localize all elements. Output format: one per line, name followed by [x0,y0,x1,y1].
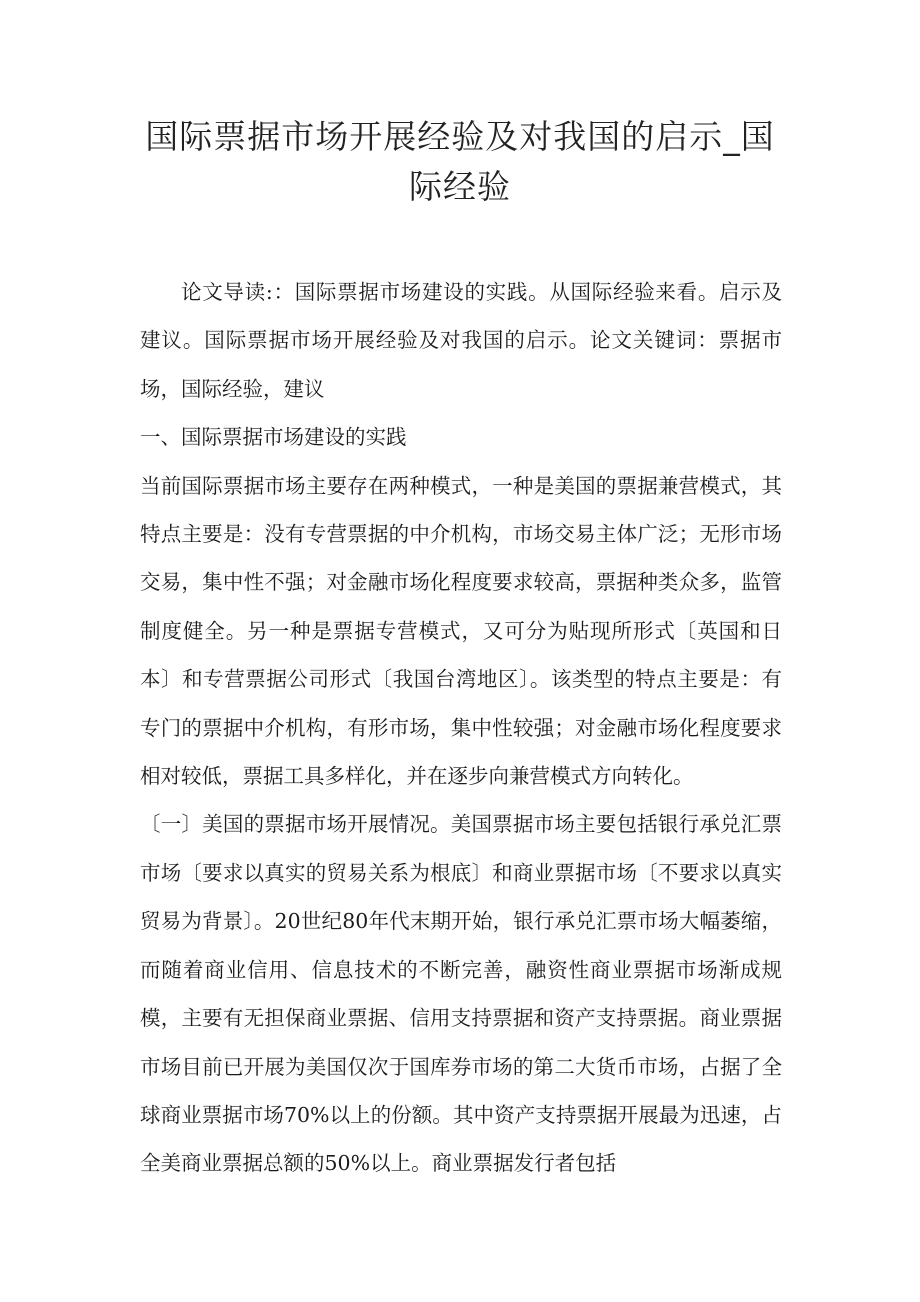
document-body [140,268,782,1188]
document-title: 国际票据市场开展经验及对我国的启示_国际经验 [145,117,775,206]
section-heading: 一、国际票据市场建设的实践 [140,425,407,450]
body-paragraph: 〔一〕美国的票据市场开展情况。美国票据市场主要包括银行承兑汇票市场〔要求以真实的贸易关系为根底〕和商业票据市场〔不要求以真实贸易为背景〕。20世纪80年代末期开始，银行承兑汇票市场大幅萎缩，而随着商业信用、信息技术的不断完善，融资性商业票据市场渐成规模，主要有无担保商业票据、信用支持票据和资产支持票据。商业票据市场目前已开展为美国仅次于国库券市场的第二大货币市场，占据了全球商业票据市场70%以上的份额。其中资产支持票据开展最为迅速，占全美商业票据总额的50%以上。商业票据发行者包括 [140,812,782,1176]
body-paragraph: 当前国际票据市场主要存在两种模式，一种是美国的票据兼营模式，其特点主要是：没有专营票据的中介机构，市场交易主体广泛；无形市场交易，集中性不强；对金融市场化程度要求较高，票据种类众多，监管制度健全。另一种是票据专营模式，又可分为贴现所形式〔英国和日本〕和专营票据公司形式〔我国台湾地区〕。该类型的特点主要是：有专门的票据中介机构，有形市场，集中性较强；对金融市场化程度要求相对较低，票据工具多样化，并在逐步向兼营模式方向转化。 [140,473,782,789]
intro-paragraph: 论文导读:：国际票据市场建设的实践。从国际经验来看。启示及建议。国际票据市场开展经验及对我国的启示。论文关键词：票据市场，国际经验，建议 [140,280,782,401]
